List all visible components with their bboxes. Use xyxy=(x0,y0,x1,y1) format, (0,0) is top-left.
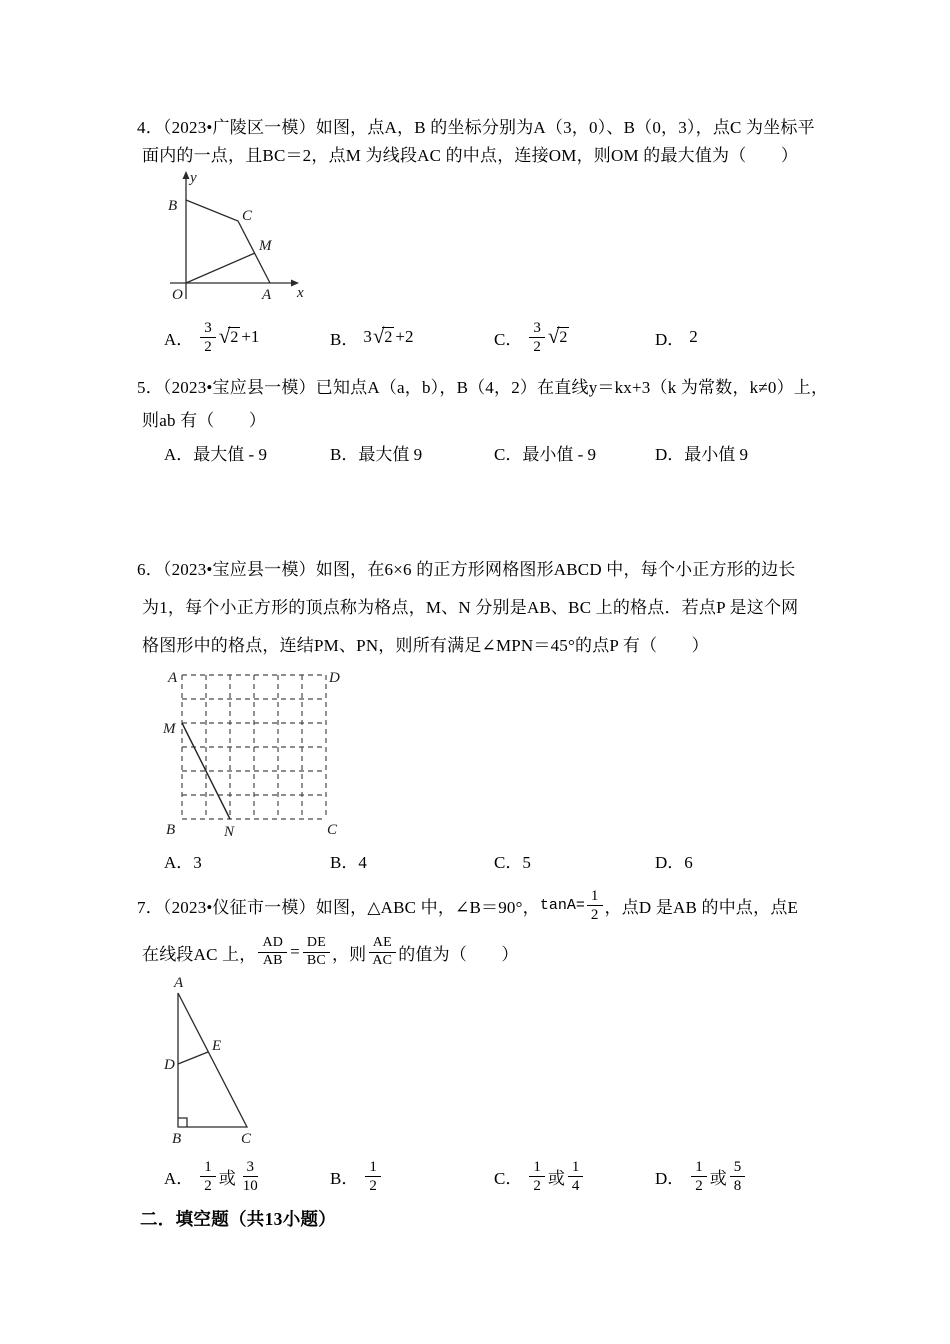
q4-option-b-label: B． xyxy=(330,329,359,349)
q7-equals: = xyxy=(290,942,300,961)
q4-option-b xyxy=(330,313,413,361)
q4-option-d xyxy=(655,313,698,361)
q6-option-c: C．5 xyxy=(494,852,531,872)
q4-option-c-radical: √ 2 xyxy=(547,324,568,349)
q4-option-a-label: A． xyxy=(164,329,194,349)
q7-line2-pre: 在线段AC 上， xyxy=(142,944,257,964)
q6-text-line2: 为1，每个小正方形的顶点称为格点，M、N 分别是AB、BC 上的格点．若点P 是这个网 xyxy=(142,598,799,617)
q7-option-d: D． $\frac{1}{2}$ 或 $\frac{5}{8}$ xyxy=(655,1150,747,1202)
q4-origin-label: O xyxy=(172,287,183,303)
section2-header: 二．填空题（共13小题） xyxy=(140,1209,337,1229)
q4-option-b-coefficient: 3 xyxy=(363,327,372,346)
q7-option-c-fraction2: $\frac{1}{4}$ xyxy=(568,1158,584,1195)
q5-option-b: B．最大值 9 xyxy=(330,444,423,464)
q5-option-a: A．最大值 - 9 xyxy=(164,444,267,464)
q7-point-b-label: B xyxy=(172,1131,182,1147)
q6-corner-b-label: B xyxy=(166,822,176,838)
q7-fraction-ad-ab: $\frac{AD}{AB}$ xyxy=(258,935,287,970)
q6-grid-figure xyxy=(160,662,345,842)
q4-point-c-label: C xyxy=(242,208,253,224)
q4-options-row xyxy=(0,313,950,361)
q7-option-b: B． $\frac{1}{2}$ xyxy=(330,1150,383,1202)
q7-point-a-label: A xyxy=(174,975,184,991)
q4-option-c-fraction: $\frac{3}{2}$ xyxy=(529,319,545,356)
q7-option-c: C． $\frac{1}{2}$ 或 $\frac{1}{4}$ xyxy=(494,1150,585,1202)
q6-corner-c-label: C xyxy=(327,822,338,838)
q7-option-d-fraction2: $\frac{5}{8}$ xyxy=(730,1158,746,1195)
q4-option-d-value: 2 xyxy=(689,327,698,346)
q7-line2-post: 的值为（ ） xyxy=(398,944,519,964)
q4-option-a-suffix: +1 xyxy=(241,327,260,346)
q4-option-a-radical: √ 2 xyxy=(218,324,239,349)
q4-option-c xyxy=(494,313,570,361)
q4-option-c-label: C． xyxy=(494,329,523,349)
q7-point-c-label: C xyxy=(241,1131,252,1147)
q6-option-a: A．3 xyxy=(164,852,202,872)
q6-text-line1: 6．（2023•宝应县一模）如图，在6×6 的正方形网格图形ABCD 中，每个小正方形的边长 xyxy=(137,560,796,579)
q6-text-line3: 格图形中的格点，连结PM、PN，则所有满足∠MPN＝45°的点P 有（ ） xyxy=(142,636,709,655)
q7-option-a-fraction1: $\frac{1}{2}$ xyxy=(200,1158,216,1195)
q4-option-a-fraction: $\frac{3}{2}$ xyxy=(200,319,216,356)
q7-tan-expression: tanA= xyxy=(539,896,585,914)
q7-triangle-figure xyxy=(163,975,268,1157)
q6-point-m-label: M xyxy=(163,721,176,737)
q7-option-c-fraction1: $\frac{1}{2}$ xyxy=(529,1158,545,1195)
q4-option-b-suffix: +2 xyxy=(395,327,414,346)
q4-coordinate-figure xyxy=(160,168,310,316)
q6-corner-a-label: A xyxy=(168,670,178,686)
q4-text-line2: 面内的一点，且BC＝2，点M 为线段AC 的中点，连接OM，则OM 的最大值为（ ） xyxy=(142,146,799,165)
q7-line1-post: ，点D 是AB 的中点，点E xyxy=(604,897,799,917)
q4-option-d-label: D． xyxy=(655,329,685,349)
q5-text-line1: 5．（2023•宝应县一模）已知点A（a，b），B（4，2）在直线y＝kx+3（k 为常数，k≠0）上， xyxy=(137,378,829,397)
q7-text-line1 xyxy=(137,882,798,928)
q4-point-a-label: A xyxy=(262,287,272,303)
q6-options-row xyxy=(0,848,950,872)
q7-text-line2 xyxy=(142,928,519,976)
q4-axis-x-label: x xyxy=(297,285,304,301)
q4-option-a xyxy=(164,313,259,361)
q7-point-d-label: D xyxy=(164,1057,175,1073)
q6-corner-d-label: D xyxy=(329,670,340,686)
q6-point-n-label: N xyxy=(224,824,235,840)
q7-fraction-de-bc: $\frac{DE}{BC}$ xyxy=(303,935,330,970)
q7-point-e-label: E xyxy=(212,1038,222,1054)
q5-option-c: C．最小值 - 9 xyxy=(494,444,596,464)
q5-text-line2: 则ab 有（ ） xyxy=(142,411,267,430)
q6-option-b: B．4 xyxy=(330,852,367,872)
q6-option-d: D．6 xyxy=(655,852,693,872)
q7-option-a-fraction2: $\frac{3}{10}$ xyxy=(242,1158,258,1194)
q4-point-m-label: M xyxy=(259,238,272,254)
q7-fraction-ae-ac: $\frac{AE}{AC}$ xyxy=(368,935,396,970)
q4-text-line1: 4．（2023•广陵区一模）如图，点A，B 的坐标分别为A（3，0）、B（0，3），点C 为坐标平 xyxy=(137,118,815,137)
q7-options-row xyxy=(0,1150,950,1202)
q4-axis-y-label: y xyxy=(190,170,197,186)
q7-option-d-fraction1: $\frac{1}{2}$ xyxy=(691,1158,707,1195)
q5-options-row xyxy=(0,440,950,464)
q4-option-b-radical: √ 2 xyxy=(372,324,393,349)
q7-line1-pre: 7．（2023•仪征市一模）如图，△ABC 中，∠B＝90°， xyxy=(137,897,540,917)
q7-option-b-fraction: $\frac{1}{2}$ xyxy=(365,1158,381,1195)
q7-option-a: A． $\frac{1}{2}$ 或 $\frac{3}{10}$ xyxy=(164,1150,264,1202)
q7-tan-fraction: $\frac{1}{2}$ xyxy=(587,887,603,924)
q4-point-b-label: B xyxy=(168,198,178,214)
q5-option-d: D．最小值 9 xyxy=(655,444,749,464)
q7-line2-mid: ，则 xyxy=(331,944,367,964)
